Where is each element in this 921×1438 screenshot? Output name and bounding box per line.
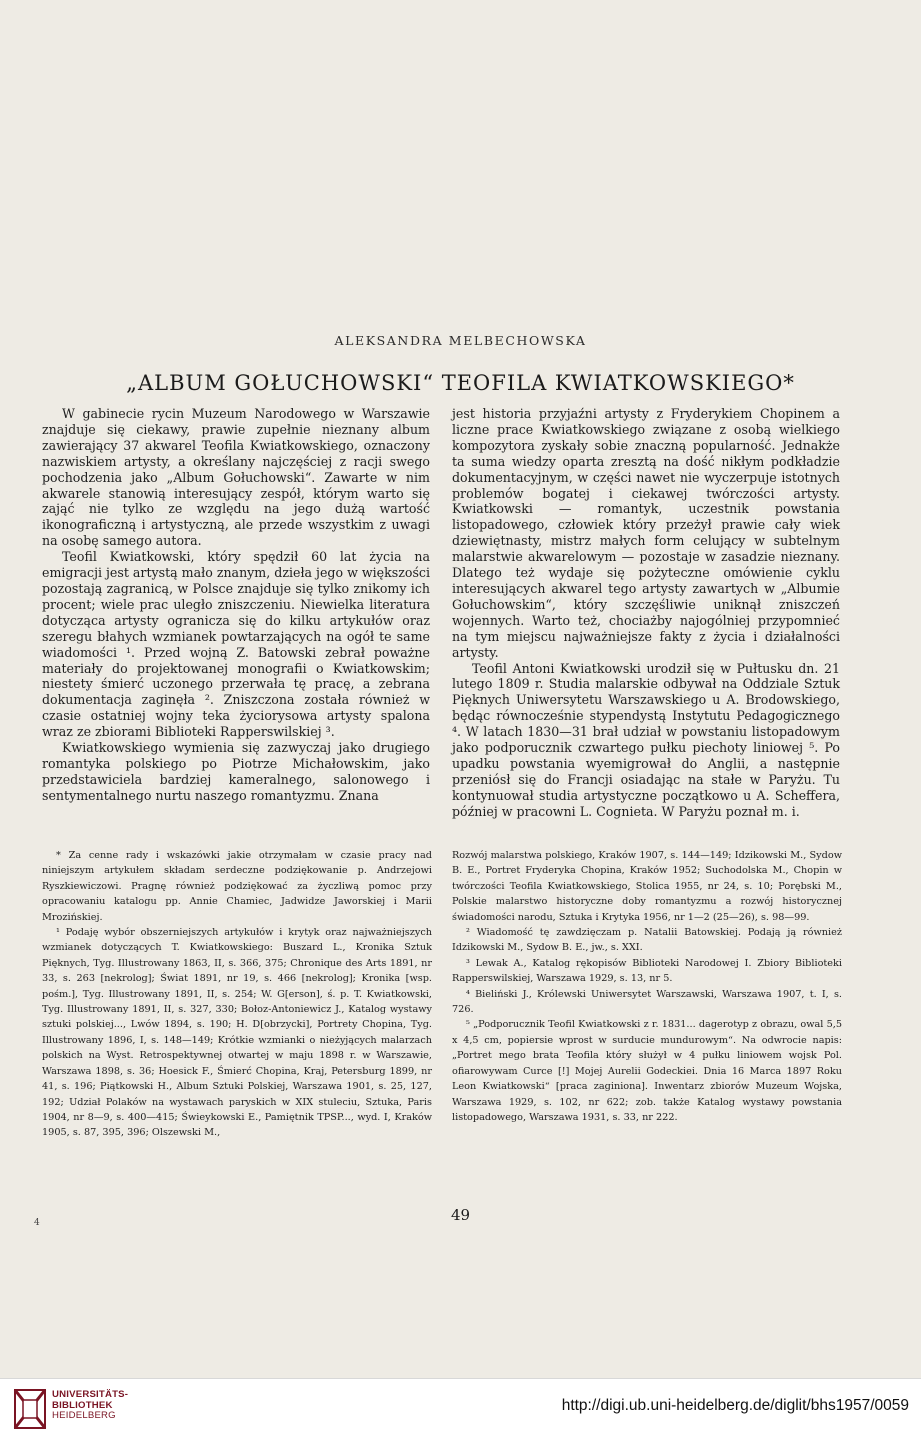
library-name-line: HEIDELBERG (52, 1410, 116, 1421)
footnote: ¹ Podaję wybór obszerniejszych artykułów i krytyk oraz najważniejszych wzmianek dotyczących T. Kwiatkowskiego: Buszard L., Kronika Sztuk Pięknych, Tyg. Illustrowany 1863, II, s. 366, 375; Chronique des Arts 1891, nr 33, s. 263 [nekrolog]; Świat 1891, nr 19, s. 466 [nekrolog]; Kronika [wsp. pośm.], Tyg. Illustrowany 1891, II, s. 254; W. G[erson], ś. p. T. Kwiatkowski, Tyg. Illustrowany 1891, II, s. 327, 330; Bołoz-Antoniewicz J., Katalog wystawy sztuki polskiej..., Lwów 1894, s. 190; H. D[obrzycki], Portrety Chopina, Tyg. Illustrowany 1896, I, s. 148—149; Krótkie wzmianki o nieżyjących malarzach polskich na Wyst. Retrospektywnej otwartej w maju 1898 r. w Warszawie, Warszawa 1898, s. 36; Hoesick F., Śmierć Chopina, Kraj, Petersburg 1899, nr 41, s. 196; Piątkowski H., Album Sztuki Polskiej, Warszawa 1901, s. 25, 127, 192; Udział Polaków na wystawach paryskich w XIX stuleciu, Sztuka, Paris 1904, nr 8—9, s. 400—415; Świeykowski E., Pamiętnik TPSP..., wyd. I, Kraków 1905, s. 87, 395, 396; Olszewski M., (42, 927, 432, 1139)
article-title: „ALBUM GOŁUCHOWSKI“ TEOFILA KWIATKOWSKIEGO* (126, 371, 795, 395)
footnote: * Za cenne rady i wskazówki jakie otrzymałam w czasie pracy nad niniejszym artykułem składam serdeczne podziękowanie p. Andrzejowi Ryszkiewiczowi. Pragnę również podziękować za życzliwą pomoc przy opracowaniu katalogu pp. Annie Chamiec, Jadwidze Jaworskiej i Marii Mrozińskiej. (42, 850, 432, 923)
body-paragraph: Teofil Antoni Kwiatkowski urodził się w Pułtusku dn. 21 lutego 1809 r. Studia malarskie odbywał na Oddziale Sztuk Pięknych Uniwersytetu Warszawskiego u A. Brodowskiego, będąc równocześnie stypendystą Instytutu Pedagogicznego ⁴. W latach 1830—31 brał udział w powstaniu listopadowym jako podporucznik czwartego pułku piechoty liniowej ⁵. Po upadku powstania wyemigrował do Anglii, a następnie przeniósł się do Francji osiadając na stałe w Paryżu. Tu kontynuował studia artystyczne początkowo u A. Scheffera, później w pracowni L. Cognieta. W Paryżu poznał m. i. (452, 660, 840, 819)
body-column-left (42, 406, 430, 804)
footnote: ³ Lewak A., Katalog rękopisów Biblioteki Narodowej I. Zbiory Biblioteki Rapperswilskiej, Warszawa 1929, s. 13, nr 5. (452, 957, 842, 985)
footnote: ⁵ „Podporucznik Teofil Kwiatkowski z r. 1831... dagerotyp z obrazu, owal 5,5 x 4,5 cm, popiersie wprost w surducie mundurowym“. Na odwrocie napis: „Portret mego brata Teofila który służył w 4 pułku liniowem wojsk Pol. ofiarowywam Curce [!] Mojej Aurelii Godeckiei. Dnia 16 Marca 1897 Roku Leon Kwiatkowski“ [praca zaginiona]. Inwentarz zbiorów Muzeum Wojska, Warszawa 1929, s. 102, nr 622; zob. także Katalog wystawy powstania listopadowego, Warszawa 1931, s. 33, nr 222. (452, 1019, 842, 1123)
body-paragraph: W gabinecie rycin Muzeum Narodowego w Warszawie znajduje się ciekawy, prawie zupełnie nieznany album zawierający 37 akwarel Teofila Kwiatkowskiego, oznaczony nazwiskiem artysty, a określany najczęściej z racji swego pochodzenia jako „Album Gołuchowski“. Zawarte w nim akwarele stanowią interesujący zespół, którym warto się zająć nie tylko ze względu na jego dużą wartość ikonograficzną i artystyczną, ale przede wszystkim z uwagi na osobę samego autora. (42, 406, 430, 549)
library-name-line: UNIVERSITÄTS- (52, 1389, 129, 1400)
university-library-logo-icon[interactable] (11, 1386, 49, 1432)
footnote: ⁴ Bieliński J., Królewski Uniwersytet Warszawski, Warszawa 1907, t. I, s. 726. (452, 988, 842, 1016)
footnote: ² Wiadomość tę zawdzięczam p. Natalii Batowskiej. Podają ją również Idzikowski M., Sydow B. E., jw., s. XXI. (452, 927, 842, 954)
viewer-footer (0, 1378, 921, 1438)
signature-mark: 4 (34, 1218, 40, 1228)
body-paragraph: jest historia przyjaźni artysty z Fryderykiem Chopinem a liczne prace Kwiatkowskiego związane z osobą wielkiego kompozytora zyskały sobie znaczną popularność. Jednakże ta suma wiedzy oparta zresztą na dość nikłym podkładzie dokumentacyjnym, w części nawet nie wyczerpuje istotnych problemów bogatej i ciekawej twórczości artysty. Kwiatkowski — romantyk, uczestnik powstania listopadowego, człowiek który przeżył prawie cały wiek dziewiętnasty, mistrz małych form celujący w subtelnym malarstwie akwarelowym — pozostaje w zasadzie nieznany. Dlatego też wydaje się pożyteczne omówienie cyklu interesujących akwarel tego artysty zawartych w „Albumie Gołuchowskim“, który szczęśliwie uniknął zniszczeń wojennych. Warto też, chociażby najogólniej przypomnieć na tym miejscu najważniejsze fakty z życia i działalności artysty. (452, 406, 840, 660)
footnotes-column-left (42, 848, 432, 1141)
article-author: ALEKSANDRA MELBECHOWSKA (334, 333, 587, 348)
page-number: 49 (450, 1206, 471, 1224)
library-name-line: BIBLIOTHEK (52, 1399, 113, 1411)
body-paragraph: Teofil Kwiatkowski, który spędził 60 lat życia na emigracji jest artystą mało znanym, dzieła jego w większości pozostają zagranicą, w Polsce znajduje się tylko znikomy ich procent; wiele prac uległo zniszczeniu. Niewielka literatura dotycząca artysty ogranicza się do kilku artykułów oraz szeregu błahych wzmianek powtarzających na ogół te same wiadomości ¹. Przed wojną Z. Batowski zebrał poważne materiały do projektowanej monografii o Kwiatkowskim; niestety śmierć uczonego przerwała tę pracę, a zebrana dokumentacja zaginęła ². Zniszczona została również w czasie ostatniej wojny teka życiorysowa artysty spalona wraz ze zbiorami Biblioteki Rapperswilskiej ³. (42, 549, 430, 740)
library-name (52, 1390, 128, 1422)
body-column-right (452, 406, 840, 820)
footnote: Rozwój malarstwa polskiego, Kraków 1907, s. 144—149; Idzikowski M., Sydow B. E., Portret Fryderyka Chopina, Kraków 1952; Suchodolska M., Chopin w twórczości Teofila Kwiatkowskiego, Stolica 1955, nr 24, s. 10; Porębski M., Polskie malarstwo historyczne doby romantyzmu a rozwój historycznej świadomości narodu, Sztuka i Krytyka 1956, nr 1—2 (25—26), s. 98—99. (452, 850, 842, 923)
permalink-url[interactable]: http://digi.ub.uni-heidelberg.de/diglit/bhs1957/0059 (561, 1397, 909, 1414)
footnotes-column-right (452, 848, 842, 1125)
body-paragraph: Kwiatkowskiego wymienia się zazwyczaj jako drugiego romantyka polskiego po Piotrze Michałowskim, jako przedstawiciela bardziej kameralnego, salonowego i sentymentalnego nurtu naszego romantyzmu. Znana (42, 740, 430, 803)
